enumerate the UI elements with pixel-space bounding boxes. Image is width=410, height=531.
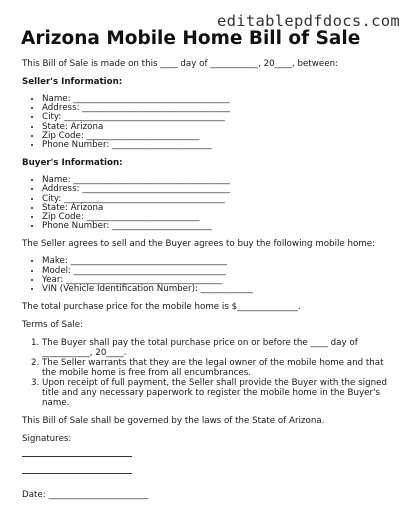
buyer-address-field: • Address: __________________________________	[42, 185, 397, 194]
agreement-text: The Seller agrees to sell and the Buyer agrees to buy the following mobile home:	[22, 239, 376, 250]
date-line: Date: _______________________	[22, 490, 149, 501]
seller-address-field: • Address: __________________________________	[42, 104, 397, 113]
terms-heading: Terms of Sale:	[22, 320, 84, 331]
document-body	[22, 59, 397, 500]
price-text: The total purchase price for the mobile home is $______________.	[22, 302, 301, 313]
seller-fields	[22, 95, 397, 150]
home-vin-field: • VIN (Vehicle Identification Number): ____________	[42, 285, 397, 294]
buyer-heading: Buyer's Information:	[22, 158, 123, 169]
term-item-title-transfer: 3. Upon receipt of full payment, the Seller shall provide the Buyer with the signed title and any necessary paperwork to register the mobile home in the Buyer's name.	[42, 378, 397, 408]
seller-state-field: • State: Arizona	[42, 123, 397, 132]
buyer-city-field: • City: _____________________________________	[42, 195, 397, 204]
document-title: Arizona Mobile Home Bill of Sale	[21, 28, 361, 49]
watermark: editablepdfdocs.com	[216, 12, 400, 30]
seller-name-field: • Name: ____________________________________	[42, 95, 397, 104]
term-item-payment: 1. The Buyer shall pay the total purchase price on or before the ____ day of ___________, 20____.	[42, 338, 397, 358]
home-fields	[22, 257, 397, 294]
seller-heading: Seller's Information:	[22, 77, 123, 87]
home-model-field: • Model: ___________________________________	[42, 267, 397, 276]
intro-text: This Bill of Sale is made on this ____ day of ___________, 20____, between:	[22, 59, 339, 69]
signature-line-seller	[22, 456, 132, 457]
home-make-field: • Make: ____________________________________	[42, 257, 397, 266]
signature-line-buyer	[22, 473, 132, 474]
seller-phone-field: • Phone Number: _______________________	[42, 141, 397, 150]
signatures-label: Signatures:	[22, 434, 72, 445]
governing-law-text: This Bill of Sale shall be governed by the laws of the State of Arizona.	[22, 416, 325, 427]
buyer-phone-field: • Phone Number: _______________________	[42, 222, 397, 231]
buyer-name-field: • Name: ____________________________________	[42, 176, 397, 185]
term-item-warranty: 2. The Seller warrants that they are the legal owner of the mobile home and that the mobile home is free from all encumbrances.	[42, 358, 397, 378]
buyer-zip-field: • Zip Code: __________________________	[42, 213, 397, 222]
home-year-field: • Year: ____________________________________	[42, 276, 397, 285]
seller-zip-field: • Zip Code: __________________________	[42, 132, 397, 141]
buyer-state-field: • State: Arizona	[42, 204, 397, 213]
buyer-fields	[22, 176, 397, 231]
terms-list	[22, 338, 397, 408]
seller-city-field: • City: _____________________________________	[42, 113, 397, 122]
